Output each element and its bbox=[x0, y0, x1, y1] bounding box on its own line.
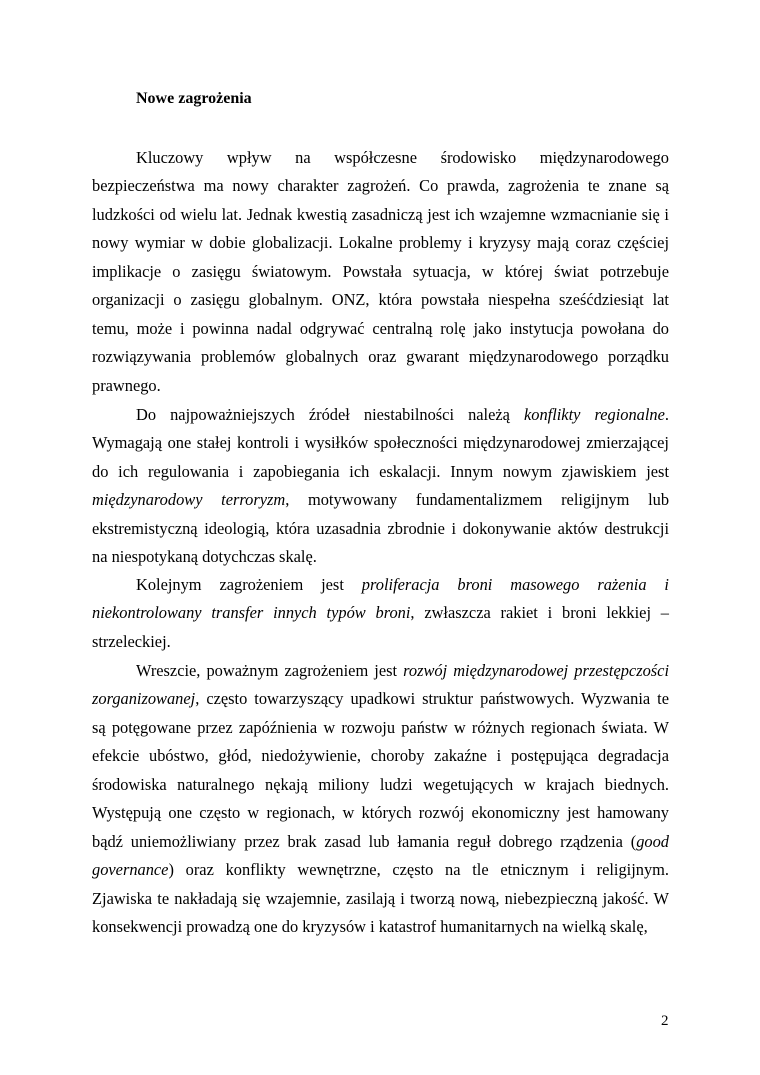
text-segment: , zwłaszcza rakiet i broni lekkiej – bbox=[410, 603, 669, 623]
italic-term: międzynarodowy terroryzm bbox=[92, 490, 286, 510]
section-heading: Nowe zagrożenia bbox=[136, 90, 252, 107]
text-segment: Wreszcie, poważnym zagrożeniem jest bbox=[136, 661, 404, 680]
text-segment: bezpieczeństwa ma nowy charakter zagrożeń. Co prawda, zagrożenia te znane są bbox=[92, 176, 669, 196]
text-line bbox=[92, 689, 669, 709]
text-segment: Wymagają one stałej kontroli i wysiłków społeczności międzynarodowej zmierzającej bbox=[92, 433, 669, 453]
text-segment: organizacji o zasięgu globalnym. ONZ, która powstała niespełna sześćdziesiąt lat bbox=[92, 290, 669, 310]
text-line bbox=[92, 376, 669, 396]
text-segment: temu, może i powinna nadal odgrywać centralną rolę jako instytucja powołana do bbox=[92, 318, 669, 338]
text-line bbox=[136, 575, 669, 595]
italic-term: governance bbox=[92, 860, 169, 880]
text-segment: bądź uniemożliwiany przez brak zasad lub łamania reguł dobrego rządzenia ( bbox=[92, 831, 637, 851]
text-segment: ) oraz konflikty wewnętrzne, często na tle etnicznym i religijnym. bbox=[168, 860, 669, 880]
text-segment: Kolejnym zagrożeniem jest bbox=[136, 575, 362, 594]
text-segment: implikacje o zasięgu światowym. Powstała sytuacja, w której świat potrzebuje bbox=[92, 261, 669, 281]
text-segment: środowiska naturalnego nękają miliony ludzi wegetujących w krajach biednych. bbox=[92, 774, 669, 794]
text-line bbox=[136, 405, 669, 425]
italic-term: good bbox=[636, 831, 669, 851]
text-line bbox=[136, 148, 669, 168]
page-number: 2 bbox=[661, 1013, 669, 1029]
text-line bbox=[136, 661, 669, 681]
italic-term: zorganizowanej bbox=[92, 689, 196, 709]
text-segment: konsekwencji prowadzą one do kryzysów i katastrof humanitarnych na wielką skalę, bbox=[92, 917, 648, 937]
text-line bbox=[92, 917, 669, 937]
text-segment: rozwiązywania problemów globalnych oraz gwarant międzynarodowego porządku bbox=[92, 347, 669, 367]
text-line bbox=[92, 775, 669, 795]
text-segment: do ich regulowania i zapobiegania ich eskalacji. Innym nowym zjawiskiem jest bbox=[92, 461, 669, 481]
italic-term: konflikty regionalne bbox=[523, 405, 665, 424]
text-line bbox=[92, 889, 669, 909]
text-segment: Kluczowy wpływ na współczesne środowisko międzynarodowego bbox=[136, 148, 669, 167]
text-line bbox=[92, 462, 669, 482]
text-segment: . bbox=[664, 405, 669, 424]
text-line bbox=[92, 233, 669, 253]
text-line bbox=[92, 718, 669, 738]
text-segment: , często towarzyszący upadkowi struktur państwowych. Wyzwania te bbox=[195, 689, 669, 709]
text-line bbox=[92, 832, 669, 852]
text-line bbox=[92, 860, 669, 880]
text-line bbox=[92, 176, 669, 196]
text-line bbox=[92, 433, 669, 453]
text-line bbox=[92, 262, 669, 282]
text-segment: Do najpoważniejszych źródeł niestabilności należą bbox=[136, 405, 524, 424]
text-segment: ekstremistyczną ideologią, która uzasadnia zbrodnie i dokonywanie aktów destrukcji bbox=[92, 518, 669, 538]
text-segment: są potęgowane przez zapóźnienia w rozwoju państw w różnych regionach świata. W bbox=[92, 717, 669, 737]
text-line bbox=[92, 519, 669, 539]
text-segment: na niespotykaną dotychczas skalę. bbox=[92, 547, 317, 567]
text-line bbox=[92, 632, 669, 652]
text-line bbox=[92, 290, 669, 310]
text-segment: efekcie ubóstwo, głód, niedożywienie, choroby zakaźne i postępująca degradacja bbox=[92, 746, 669, 766]
text-segment: strzeleckiej. bbox=[92, 631, 171, 651]
text-line bbox=[92, 603, 669, 623]
text-segment: Zjawiska te nakładają się wzajemnie, zasilają i tworzą nową, niebezpieczną jakość. W bbox=[92, 888, 669, 908]
text-line bbox=[92, 547, 669, 567]
italic-term: niekontrolowany transfer innych typów broni bbox=[92, 603, 411, 623]
text-line bbox=[92, 490, 669, 510]
text-line bbox=[92, 319, 669, 339]
text-segment: Występują one często w regionach, w których rozwój ekonomiczny jest hamowany bbox=[92, 803, 669, 823]
italic-term: proliferacja broni masowego rażenia i bbox=[361, 575, 669, 594]
text-segment: prawnego. bbox=[92, 375, 161, 395]
text-segment: ludzkości od wielu lat. Jednak kwestią zasadniczą jest ich wzajemne wzmacnianie się i bbox=[92, 204, 669, 224]
text-line bbox=[92, 205, 669, 225]
text-segment: nowy wymiar w dobie globalizacji. Lokalne problemy i kryzysy mają coraz częściej bbox=[92, 233, 669, 253]
text-line bbox=[92, 803, 669, 823]
italic-term: rozwój międzynarodowej przestępczości bbox=[403, 661, 669, 680]
text-line bbox=[92, 746, 669, 766]
text-line bbox=[92, 347, 669, 367]
text-segment: , motywowany fundamentalizmem religijnym lub bbox=[285, 490, 670, 510]
